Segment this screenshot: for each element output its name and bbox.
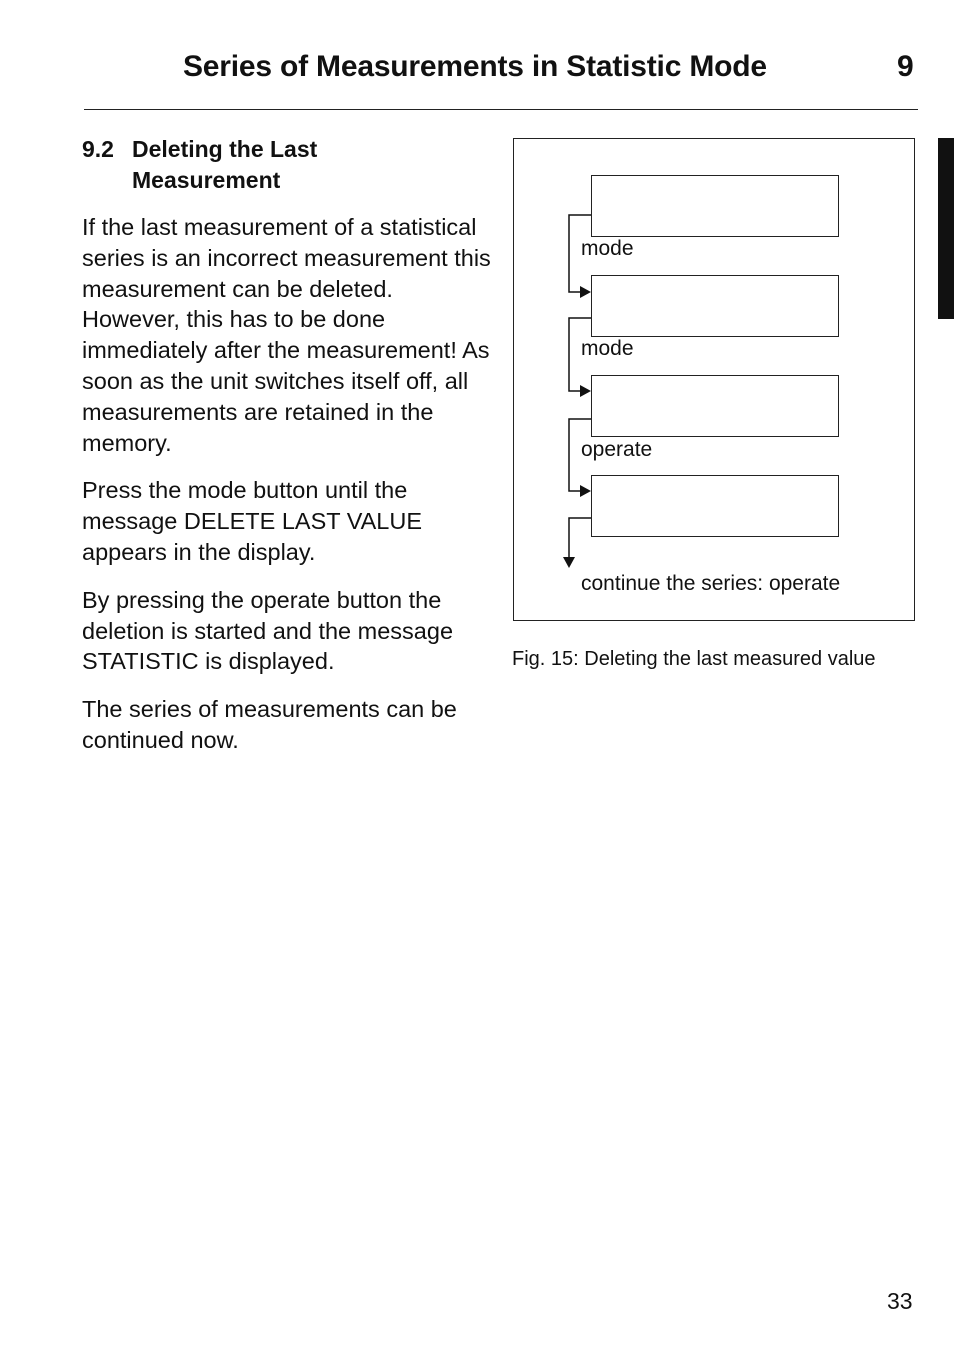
- section-number: 9.2: [82, 136, 114, 162]
- lcd-display-delete-last: [591, 375, 839, 437]
- lcd-display-measurement: [591, 175, 839, 237]
- header-divider: [84, 109, 918, 110]
- flow-label-mode: mode: [581, 237, 634, 260]
- figure-caption: Fig. 15: Deleting the last measured value: [512, 648, 876, 670]
- chapter-number: 9: [897, 50, 914, 83]
- lcd-display-statistics: [591, 275, 839, 337]
- flow-label-mode: mode: [581, 337, 634, 360]
- figure-flow-diagram: [513, 138, 915, 621]
- body-text: [82, 212, 494, 773]
- paragraph: The series of measurements can be continued now.: [82, 696, 457, 753]
- flow-label-continue: continue the series: operate: [581, 572, 841, 595]
- section-heading: [82, 134, 502, 196]
- paragraph: By pressing the operate button the deletion is started and the message STATISTIC is displayed.: [82, 586, 454, 675]
- paragraph: If the last measurement of a statistical series is an incorrect measurement this measurement can be deleted. However, this has to be done immediately after the measurement! As soon as the unit switches itself off, all measurements are retained in the memory.: [82, 214, 491, 456]
- chapter-thumb-tab: [938, 138, 954, 319]
- page-number: 33: [887, 1288, 913, 1314]
- paragraph: Press the mode button until the message DELETE LAST VALUE appears in the display.: [82, 477, 423, 565]
- lcd-display-statistic: [591, 475, 839, 537]
- flow-label-operate: operate: [581, 438, 653, 461]
- section-title: Deleting the Last Measurement: [132, 136, 318, 193]
- page-header-title: Series of Measurements in Statistic Mode: [183, 50, 767, 83]
